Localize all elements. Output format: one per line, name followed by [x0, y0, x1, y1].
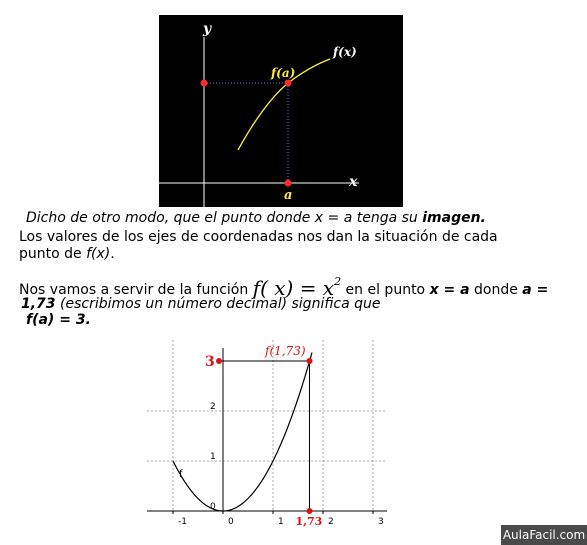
text-line-4a: Nos vamos a servir de la función: [19, 282, 253, 298]
point-fa-on-axis: [201, 80, 208, 87]
y-axis-label: y: [203, 21, 212, 37]
text-a-eq: a =: [522, 282, 549, 298]
text-line-5: [21, 296, 380, 313]
brand-logo: AulaFacil.com: [501, 525, 587, 545]
x-tick-label: 3: [378, 517, 384, 527]
function-diagram: [159, 15, 403, 207]
fa-label: f(a): [271, 66, 296, 80]
parabola-chart: [147, 330, 387, 530]
point-y-label: 3: [205, 354, 215, 370]
formula-main: f( x) = x: [252, 276, 335, 300]
text-value: 1,73: [21, 296, 56, 312]
text-fx: f(x): [86, 246, 111, 262]
point-y-axis-marker: [216, 358, 222, 364]
text-line-4: [19, 272, 548, 299]
x-tick-label: 1: [278, 517, 284, 527]
y-tick-label: 0: [210, 502, 216, 512]
a-label: a: [284, 188, 293, 203]
text-line-2: Los valores de los ejes de coordenadas nos dan la situación de cada: [19, 229, 498, 245]
text-line-3c: .: [110, 246, 115, 262]
y-tick-label: 2: [210, 402, 216, 412]
text-x-eq-a: x = a: [429, 282, 470, 298]
point-a-on-axis: [285, 180, 292, 187]
y-tick-label: 1: [210, 452, 216, 462]
parabola-curve: [173, 353, 312, 511]
fx-label: f(x): [333, 45, 357, 59]
point-label: f(1,73): [265, 344, 306, 358]
text-imagen: imagen.: [422, 210, 486, 226]
series-label: f: [179, 469, 183, 480]
text-line-3: [19, 246, 115, 263]
x-tick-label: 0: [228, 517, 234, 527]
point-x-axis-marker: [307, 508, 313, 514]
x-tick-label: 2: [328, 517, 334, 527]
point-on-curve: [285, 80, 292, 87]
x-axis-label: x: [349, 174, 358, 190]
text-line-1a: Dicho de otro modo, que el punto donde x = a tenga su: [26, 210, 423, 226]
text-line-4b: en el punto: [341, 282, 430, 298]
text-line-1: [26, 210, 486, 227]
x-tick-label: -1: [178, 517, 187, 527]
text-line-3a: punto de: [19, 246, 87, 262]
formula-exponent: 2: [334, 275, 342, 288]
text-line-6: f(a) = 3.: [26, 312, 91, 328]
point-x-label: 1,73: [295, 515, 323, 528]
text-line-5b: (escribimos un número decimal) significa que: [55, 296, 381, 312]
text-line-4d: donde: [469, 282, 523, 298]
point-on-curve: [307, 358, 313, 364]
